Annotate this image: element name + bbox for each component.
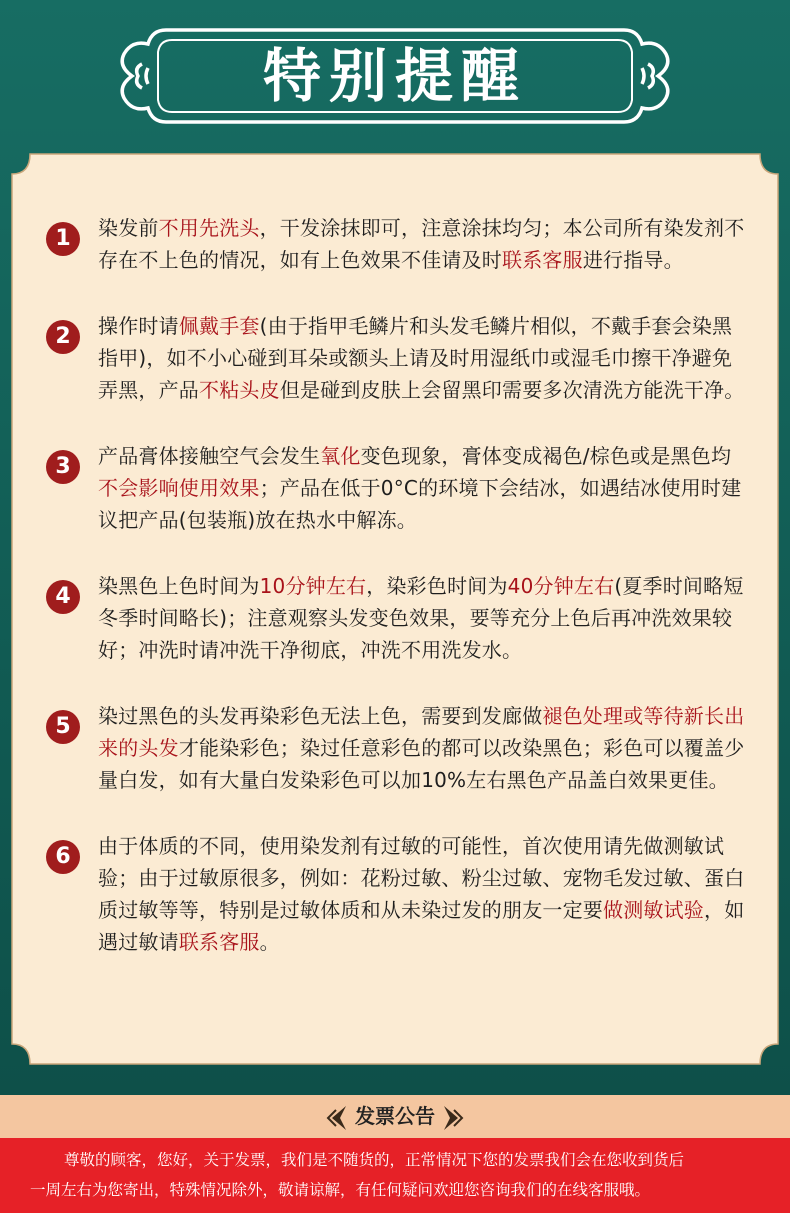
body-text: 染黑色上色时间为 (98, 574, 260, 598)
reminder-item (46, 310, 746, 406)
reminder-item (46, 830, 746, 958)
body-text: 变色现象，膏体变成褐色/棕色或是黑色均 (360, 444, 732, 468)
reminder-item (46, 212, 746, 276)
body-text: 进行指导。 (582, 248, 684, 272)
item-number-badge: 2 (46, 320, 80, 354)
notice-body (0, 1138, 790, 1213)
body-text: ，如遇过敏请 (98, 898, 745, 954)
highlight-text: 不粘头皮 (199, 378, 280, 402)
reminder-item (46, 570, 746, 666)
reminder-item (46, 700, 746, 796)
item-number-badge: 6 (46, 840, 80, 874)
body-text: 染发前 (98, 216, 159, 240)
highlight-text: 佩戴手套 (178, 314, 260, 338)
item-text (98, 440, 746, 536)
highlight-text: 联系客服 (178, 930, 260, 954)
body-text: 由于体质的不同，使用染发剂有过敏的可能性，首次使用请先做测敏试验；由于过敏原很多，例如：花粉过敏、粉尘过敏、宠物毛发过敏、蛋白质过敏等等，特别是过敏体质和从未染过发的朋友一定要 (98, 834, 745, 922)
highlight-text: 氧化 (320, 444, 361, 468)
body-text: (由于指甲毛鳞片和头发毛鳞片相似，不戴手套会染黑指甲)，如不小心碰到耳朵或额头上请及时用湿纸巾或湿毛巾擦干净避免弄黑，产品 (98, 314, 733, 402)
body-text: 染过黑色的头发再染彩色无法上色，需要到发廊做 (98, 704, 543, 728)
item-text (98, 700, 746, 796)
item-number-badge: 1 (46, 222, 80, 256)
highlight-text: 褪色处理或等待新长出来的头发 (98, 704, 745, 760)
highlight-text: 不会影响使用效果 (98, 476, 260, 500)
highlight-text: 10分钟左右 (259, 574, 367, 598)
notice-header (0, 1095, 790, 1138)
highlight-text: 做测敏试验 (603, 898, 704, 922)
item-number-badge: 3 (46, 450, 80, 484)
notice-line-1: 尊敬的顾客，您好，关于发票，我们是不随货的，正常情况下您的发票我们会在您收到货后 (64, 1151, 685, 1169)
body-text: ，干发涂抹即可，注意涂抹均匀；本公司所有染发剂不存在不上色的情况，如有上色效果不佳请及时 (98, 216, 745, 272)
item-text (98, 830, 746, 958)
body-text: 产品膏体接触空气会发生 (98, 444, 321, 468)
item-number-badge: 4 (46, 580, 80, 614)
body-text: 才能染彩色；染过任意彩色的都可以改染黑色；彩色可以覆盖少量白发，如有大量白发染彩色可以加10%左右黑色产品盖白效果更佳。 (98, 736, 745, 792)
right-bracket-icon (442, 1104, 464, 1132)
notice-line-2: 一周左右为您寄出，特殊情况除外，敬请谅解，有任何疑问欢迎您咨询我们的在线客服哦。 (30, 1181, 651, 1199)
item-text (98, 212, 746, 276)
body-text: 。 (259, 930, 280, 954)
body-text: ，染彩色时间为 (366, 574, 508, 598)
body-text: (夏季时间略短冬季时间略长)；注意观察头发变色效果，要等充分上色后再冲洗效果较好；冲洗时请冲洗干净彻底，冲洗不用洗发水。 (98, 574, 744, 662)
notice-title: 发票公告 (355, 1104, 435, 1128)
highlight-text: 40分钟左右 (507, 574, 615, 598)
item-text (98, 570, 746, 666)
highlight-text: 联系客服 (502, 248, 583, 272)
highlight-text: 不用先洗头 (158, 216, 260, 240)
left-bracket-icon (326, 1104, 348, 1132)
item-number-badge: 5 (46, 710, 80, 744)
body-text: 但是碰到皮肤上会留黑印需要多次清洗方能洗干净。 (279, 378, 745, 402)
body-text: 操作时请 (98, 314, 179, 338)
page-title: 特别提醒 (262, 42, 527, 110)
notice-title-wrap (0, 1095, 790, 1138)
reminder-list (46, 212, 746, 958)
reminder-item (46, 440, 746, 536)
body-text: ；产品在低于0°C的环境下会结冰，如遇结冰使用时建议把产品(包装瓶)放在热水中解冻。 (98, 476, 742, 532)
item-text (98, 310, 746, 406)
